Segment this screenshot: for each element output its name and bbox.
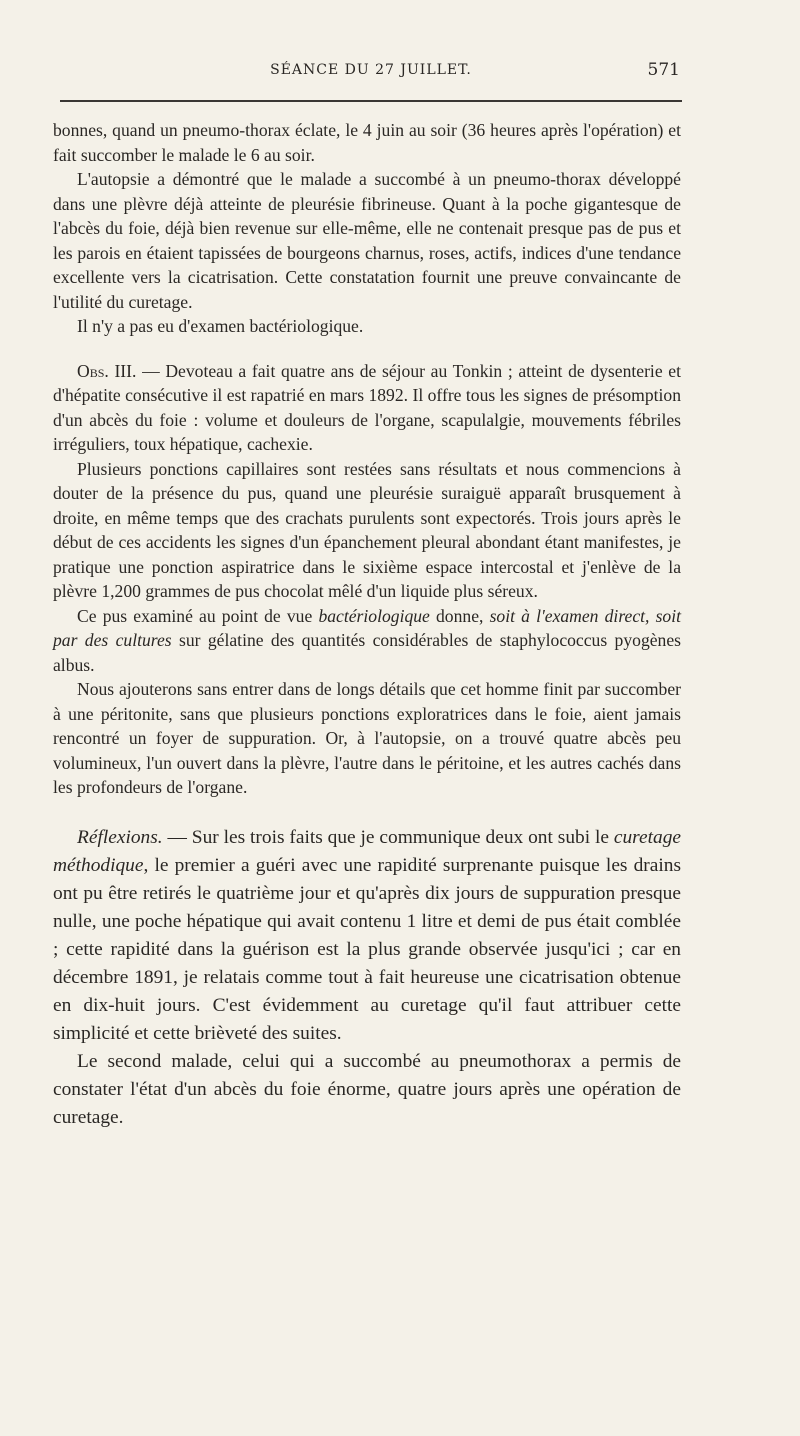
intro-paragraph-1: bonnes, quand un pneumo-thorax éclate, le 4 juin au soir (36 heures après l'opération) et fait succomber le malade le 6 au soir. [53,120,681,165]
italic-run: bactériologique [318,605,430,626]
observation-paragraph-4: Nous ajouterons sans entrer dans de longs détails que cet homme finit par succomber à une péritonite, sans que plusieurs ponctions exploratrices dans le foie, aient jamais rencontré un foyer de suppuration. Or, à l'autopsie, on a trouvé quatre abcès peu volumineux, l'un ouvert dans la plèvre, l'autre dans le péritoine, et les autres cachés dans les profondeurs de l'organe. [53,679,681,797]
running-title: SÉANCE DU 27 JUILLET. [270,62,472,78]
main-text-section [53,824,681,1133]
page-body [53,118,681,1133]
intro-paragraph-3: Il n'y a pas eu d'examen bactériologique. [77,316,364,336]
observation-paragraph-1 [53,359,681,457]
reflexions-paragraph-1 [53,824,681,1049]
text-run: sur gélatine des quantités considérables de staphylococcus pyogènes albus. [53,630,681,675]
running-header [60,62,682,86]
reflexions-paragraph-2: Le second malade, celui qui a succombé au pneumothorax a permis de constater l'état d'un abcès du foie énorme, quatre jours après une opération de curetage. [53,1051,681,1129]
small-print-section [53,118,681,800]
reflexions-label: Réflexions. [77,826,163,848]
header-rule [60,100,682,102]
italic-run: soit à l'examen direct, soit par des cultures [53,605,681,650]
italic-run: curetage méthodique [53,826,681,876]
text-run: , le premier a guéri avec une rapidité surprenante puisque les drains ont pu être retirés le quatrième jour et qu'après dix jours de suppuration presque nulle, une poche hépatique qui avait contenu 1 litre et demi de pus était comblée ; cette rapidité dans la guérison est la plus grande observée jusqu'ici ; car en décembre 1891, je relatais comme tout à fait heureuse une cicatrisation obtenue en dix-huit jours. C'est évidemment au curetage qu'il faut attribuer cette simplicité et cette brièveté des suites. [53,854,681,1045]
observation-text: — Devoteau a fait quatre ans de séjour au Tonkin ; atteint de dysenterie et d'hépatite consécutive il est rapatrié en mars 1892. Il offre tous les signes de présomption d'un abcès du foie : volume et douleurs de l'organe, scapulalgie, mouvements fébriles irréguliers, toux hépatique, cachexie. [53,360,681,454]
intro-paragraph-2: L'autopsie a démontré que le malade a succombé à un pneumo-thorax développé dans une plèvre déjà atteinte de pleurésie fibrineuse. Quant à la poche gigantesque de l'abcès du foie, déjà bien revenue sur elle-même, elle ne contenait presque pas de pus et les parois en étaient tapissées de bourgeons charnus, roses, actifs, indices d'une tendance excellente vers la cicatrisation. Cette constatation fournit une preuve convaincante de l'utilité du curetage. [53,169,681,312]
observation-label: Obs. III. [77,360,137,381]
spacer [53,339,681,359]
text-run: — Sur les trois faits que je communique deux ont subi le [162,826,614,848]
observation-paragraph-3 [53,604,681,678]
observation-paragraph-2: Plusieurs ponctions capillaires sont restées sans résultats et nous commencions à douter de la présence du pus, quand une pleurésie suraiguë apparaît brusquement à droite, en même temps que des crachats purulents sont expectorés. Trois jours après le début de ces accidents les signes d'un épanchement pleural abondant étant manifestes, je pratique une ponction aspiratrice dans le sixième espace intercostal et j'enlève de la plèvre 1,200 grammes de pus chocolat mêlé d'un liquide plus séreux. [53,458,681,601]
page-number: 571 [647,60,680,80]
spacer [53,800,681,824]
text-run: Ce pus examiné au point de vue [77,605,319,626]
text-run: donne, [429,605,490,626]
